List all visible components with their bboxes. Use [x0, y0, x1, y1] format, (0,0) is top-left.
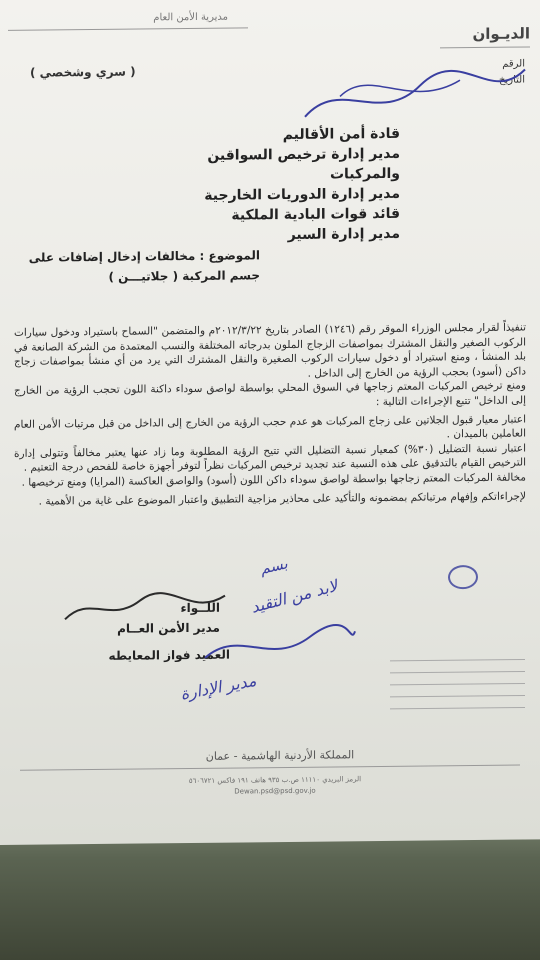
distribution-lines: [380, 649, 530, 721]
body-paragraph: تنفيذاً لقرار مجلس الوزراء الموقر رقم (١٢٤٦) الصادر بتاريخ ٢٠١٢/٣/٢٢م والمتضمن "السماح باستيراد ودخول سيارات الركوب الصغير والنقل المشترك بمواصفات الزجاج الملون بدرجاته المختلفة والنسب المعتمدة من الشركة الصانعة في بلد المنشأ ، ومنع استيراد أو دخول سيارات الركوب الصغيرة والنقل المشترك التي يرد من أي منشأ بمواصفات زجاج داكن (أسود) بحجب الرؤية من الخارج إلى الداخل .: [14, 321, 526, 380]
department-title: الديـوان: [472, 24, 530, 44]
department-divider: [440, 46, 530, 48]
classification-label: ( سري وشخصي ): [30, 64, 136, 80]
subject-line-2: جسم المركبة ( جلاتيـــن ): [108, 268, 260, 284]
body-paragraph: اعتبار معيار قبول الجلاتين على زجاج المركبات هو عدم حجب الرؤية من الخارج إلى الداخل من قبل مرتبات الأمن العام العاملين بالميدان .: [14, 413, 526, 441]
body-paragraph: لإجراءاتكم وإفهام مرتباتكم بمضمونه والتأكيد على محاذير مزاجية التطبيق واعتبار الموضوع على غاية من الأهمية .: [38, 490, 526, 508]
subject-label: الموضوع :: [199, 248, 260, 263]
body-paragraph: ومنع ترخيص المركبات المعتم زجاجها في السوق المحلي بواسطة لواصق سوداء داكنة اللون تحجب الرؤية من الخارج إلى الداخل" تتبع الإجراءات التالية :: [14, 379, 526, 409]
handwritten-note-1: بسم: [258, 554, 290, 578]
handwritten-note-3: مدير الإدارة: [178, 670, 258, 704]
letterhead-divider: [8, 27, 248, 31]
addressee-item: مدير إدارة الدوريات الخارجية: [204, 185, 400, 204]
body-paragraph: اعتبار نسبة التضليل (٣٠%) كمعيار نسبة التضليل التي تتيح الرؤية المطلوبة وما زاد عنها يعتبر مخالفاً وتتولى إدارة الترخيص القيام بالتدقيق على هذه النسبة عند تجديد ترخيص المركبات نظراً لتوفر أجهزة خاصة للفحص درجة التعتيم .: [14, 442, 526, 475]
footer-website: Dewan.psd@psd.gov.jo: [234, 786, 316, 796]
signature-name: العميد فواز المعايطه: [108, 647, 230, 663]
addressee-item: قادة أمن الأقاليم: [282, 125, 400, 144]
footer-contact: [30, 773, 520, 800]
addressee-item: مدير إدارة ترخيص السواقين والمركبات: [207, 145, 400, 183]
body-paragraph: مخالفة المركبات المعتم زجاجها بواسطة لواصق سوداء داكن اللون (أسود) والواصق العاكسة (المرايا) ومنع ترخيصها .: [21, 471, 526, 489]
signature-title: مدير الأمن العــام: [117, 620, 220, 636]
handwritten-note-2: لابد من التقيد: [249, 576, 340, 617]
addressee-item: مدير إدارة السير: [287, 225, 400, 243]
footer-divider: [20, 765, 520, 771]
footer-place: المملكة الأردنية الهاشمية - عمان: [205, 748, 355, 763]
addressee-item: قائد قوات البادية الملكية: [231, 205, 400, 224]
subject-line-1: مخالفات إدخال إضافات على: [28, 248, 196, 265]
addressee-list: [150, 124, 400, 247]
subject-block: [20, 245, 260, 288]
reference-date-label: التاريخ: [499, 74, 525, 86]
footer-contact-line: الرمز البريدي ١١١١٠ ص.ب ٩٣٥ هاتف ١٩١ فاكس ٥٦٠٦٧٢١: [188, 775, 362, 786]
signature-rank: اللــواء: [180, 600, 220, 616]
letter-body: [14, 320, 526, 508]
handwritten-annotation-top: [300, 54, 530, 136]
reference-number-label: الرقم: [502, 58, 525, 70]
handwritten-annotation-mid: [200, 616, 360, 678]
circled-mark: [448, 565, 478, 589]
letterhead-line: مديرية الأمن العام: [153, 11, 228, 24]
